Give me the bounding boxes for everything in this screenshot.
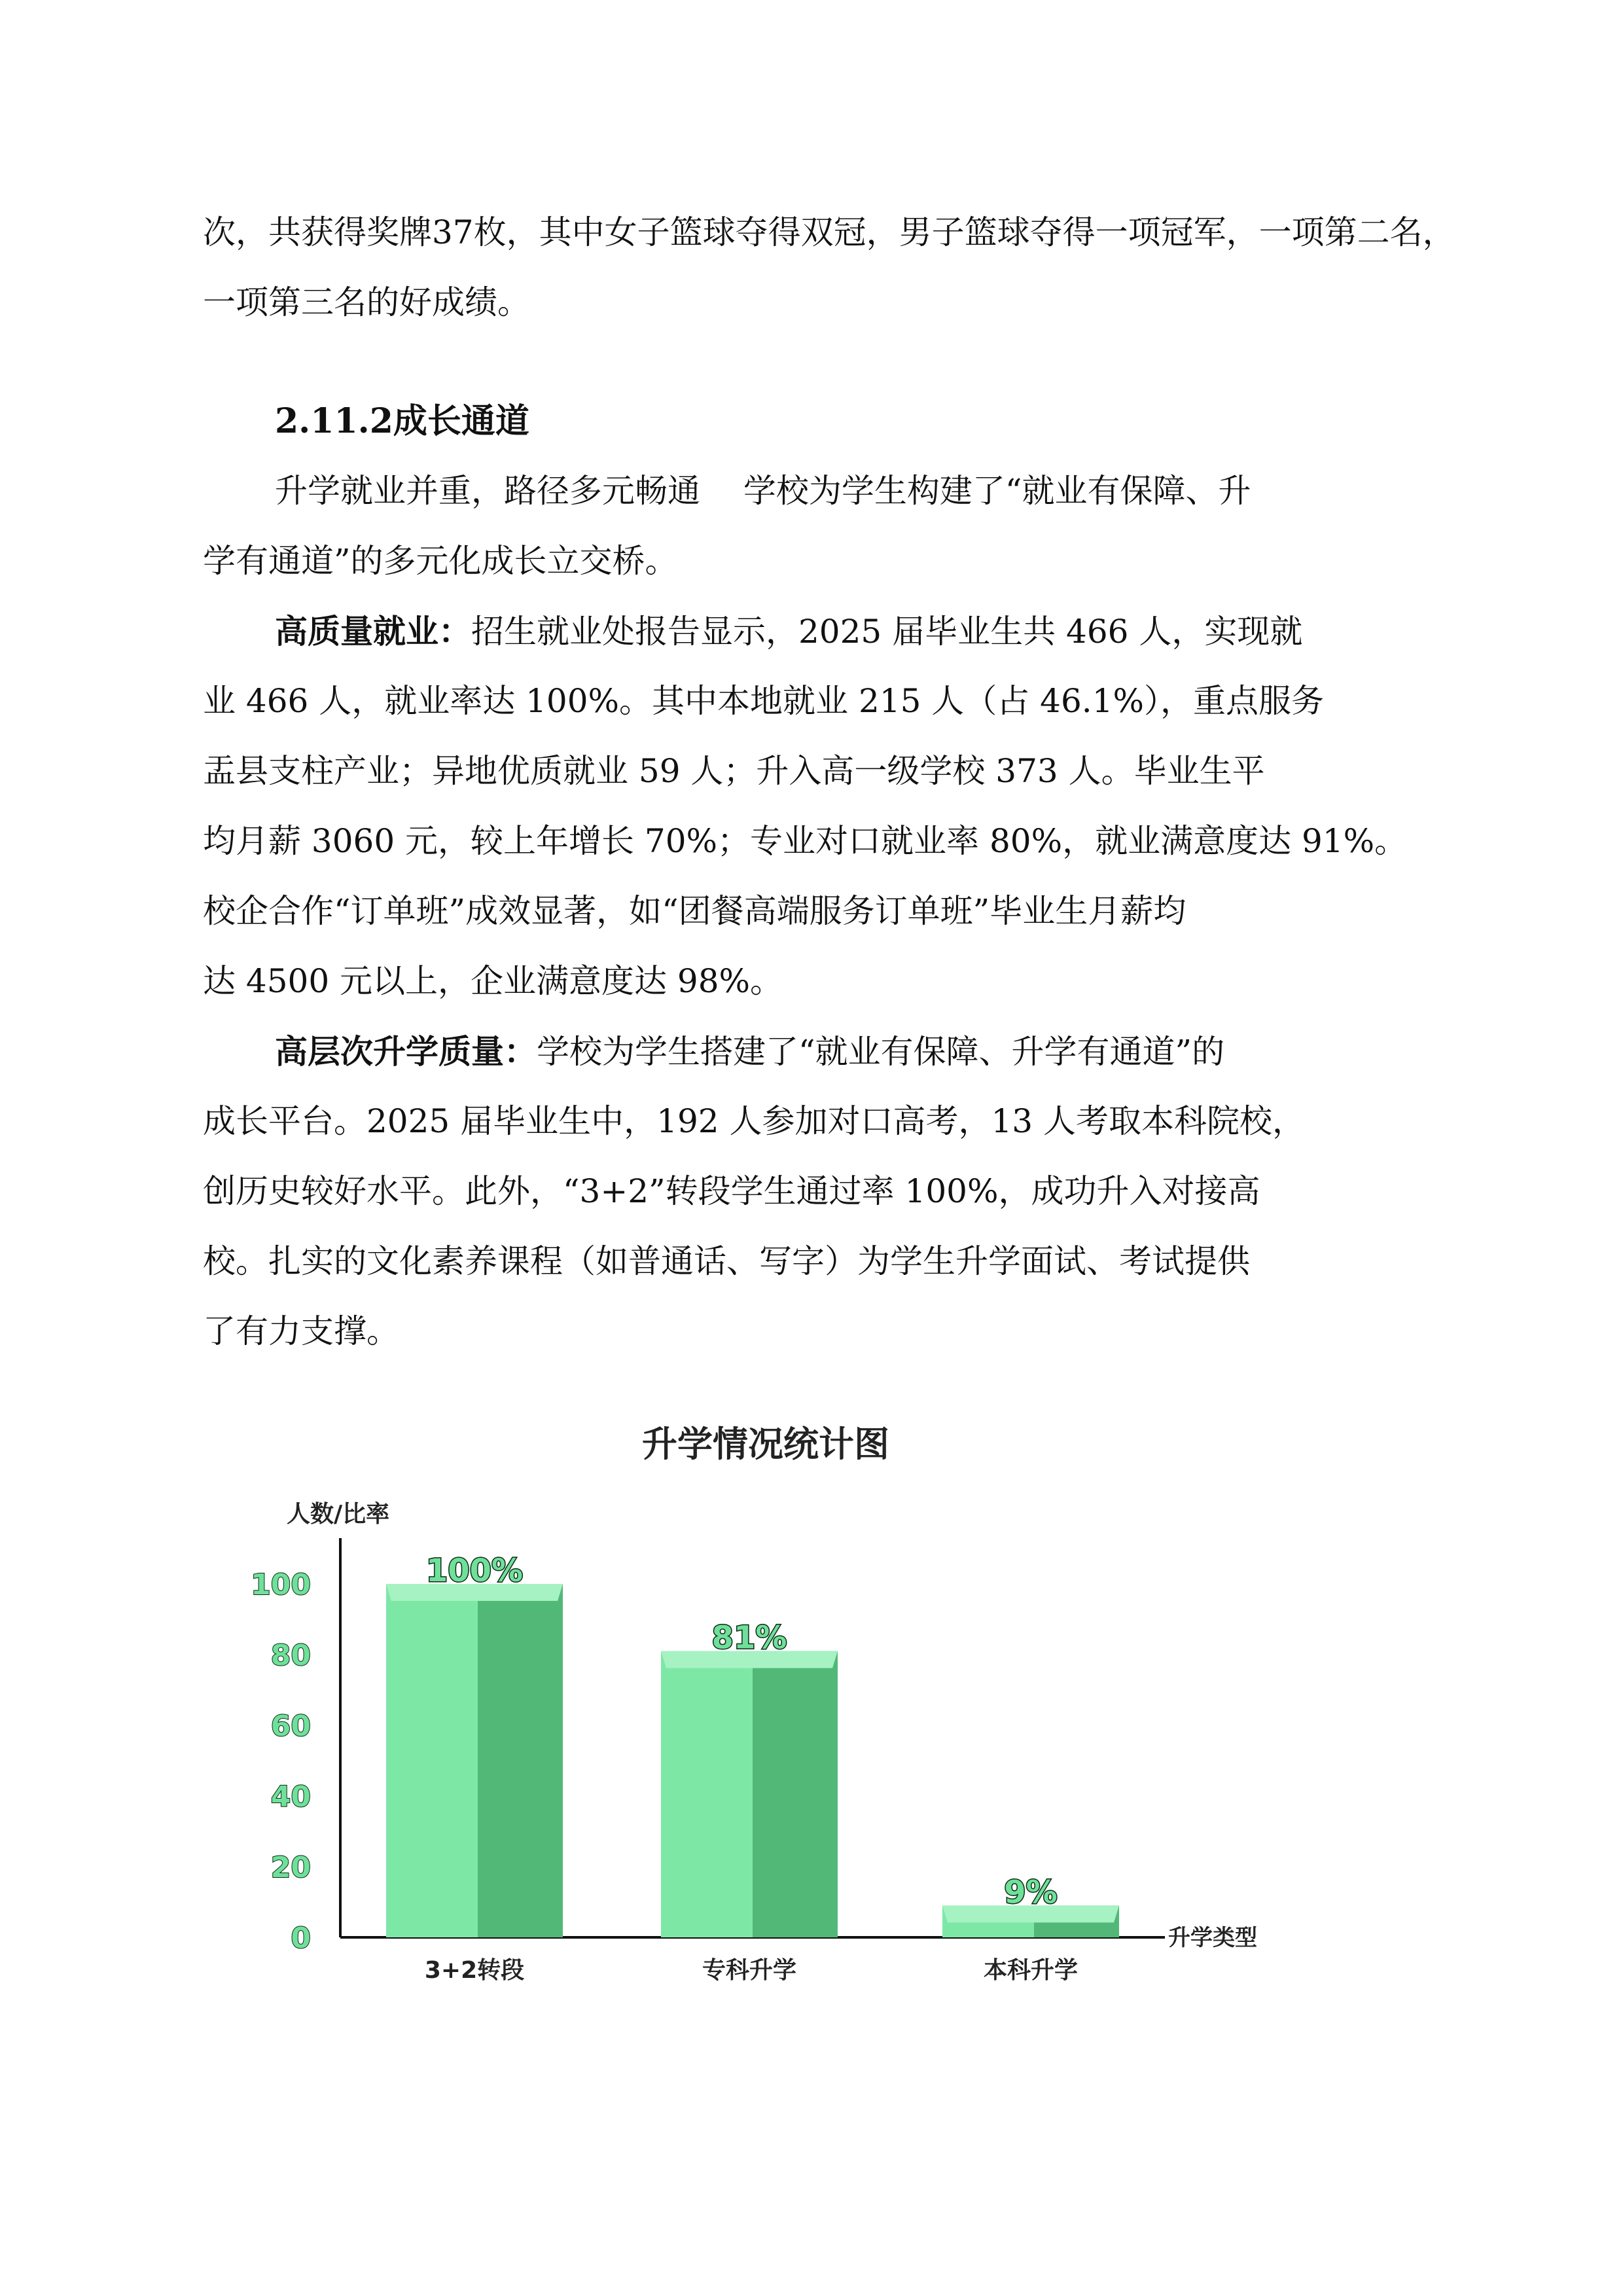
further-study-paragraph-first-line [275,1016,1518,1087]
paragraph-line: 一项第三名的好成绩。 [203,283,530,321]
further-study-line: 了有力支撑。 [203,1312,399,1350]
data-label: 100% [425,1552,524,1589]
category-label: 专科升学 [702,1957,797,1984]
x-axis-label: 升学类型 [1168,1925,1257,1951]
intro-line: 学有通道”的多元化成长立交桥。 [203,542,678,580]
intro-line: 升学就业并重，路径多元畅通 学校为学生构建了“就业有保障、升 [275,472,1251,510]
data-label: 9% [1004,1874,1058,1911]
category-label: 本科升学 [983,1957,1079,1984]
further-study-line: 创历史较好水平。此外，“3+2”转段学生通过率 100%，成功升入对接高 [203,1172,1260,1210]
employment-line: 业 466 人，就业率达 100%。其中本地就业 215 人（占 46.1%），重点服务 [203,682,1325,720]
further-study-line: 成长平台。2025 届毕业生中，192 人参加对口高考，13 人考取本科院校， [203,1102,1305,1140]
bar-side [753,1651,838,1937]
employment-line: 校企合作“订单班”成效显著，如“团餐高端服务订单班”毕业生月薪均 [203,892,1186,930]
y-tick-label: 60 [270,1710,311,1743]
employment-line: 盂县支柱产业；异地优质就业 59 人；升入高一级学校 373 人。毕业生平 [203,752,1265,790]
further-study-line: 学校为学生搭建了“就业有保障、升学有通道”的 [537,1033,1225,1071]
category-label: 3+2转段 [424,1957,525,1984]
section-heading: 2.11.2成长通道 [275,401,529,441]
y-axis-label: 人数/比率 [287,1501,390,1528]
data-label: 81% [711,1619,787,1657]
y-tick-label: 80 [270,1639,311,1672]
bar-front [386,1584,478,1937]
employment-lead: 高质量就业： [275,612,471,651]
chart-title: 升学情况统计图 [642,1424,889,1465]
employment-paragraph-first-line [275,596,1518,667]
bar-chart [249,1407,1283,2016]
bar-side [478,1584,563,1937]
further-study-lead: 高层次升学质量： [275,1032,537,1071]
further-study-line: 校。扎实的文化素养课程（如普通话、写字）为学生升学面试、考试提供 [203,1242,1250,1280]
y-tick-label: 0 [291,1922,311,1955]
employment-line: 招生就业处报告显示，2025 届毕业生共 466 人，实现就 [471,613,1303,651]
y-tick-label: 20 [270,1851,311,1884]
paragraph-line: 次，共获得奖牌37枚，其中女子篮球夺得双冠，男子篮球夺得一项冠军，一项第二名， [203,213,1455,251]
bar-chart-svg [249,1407,1283,2016]
y-tick-label: 40 [270,1780,311,1814]
bar-front [661,1651,753,1937]
employment-line: 达 4500 元以上，企业满意度达 98%。 [203,962,783,1000]
employment-line: 均月薪 3060 元，较上年增长 70%；专业对口就业率 80%，就业满意度达 91%。 [203,822,1408,860]
y-tick-label: 100 [251,1568,311,1602]
